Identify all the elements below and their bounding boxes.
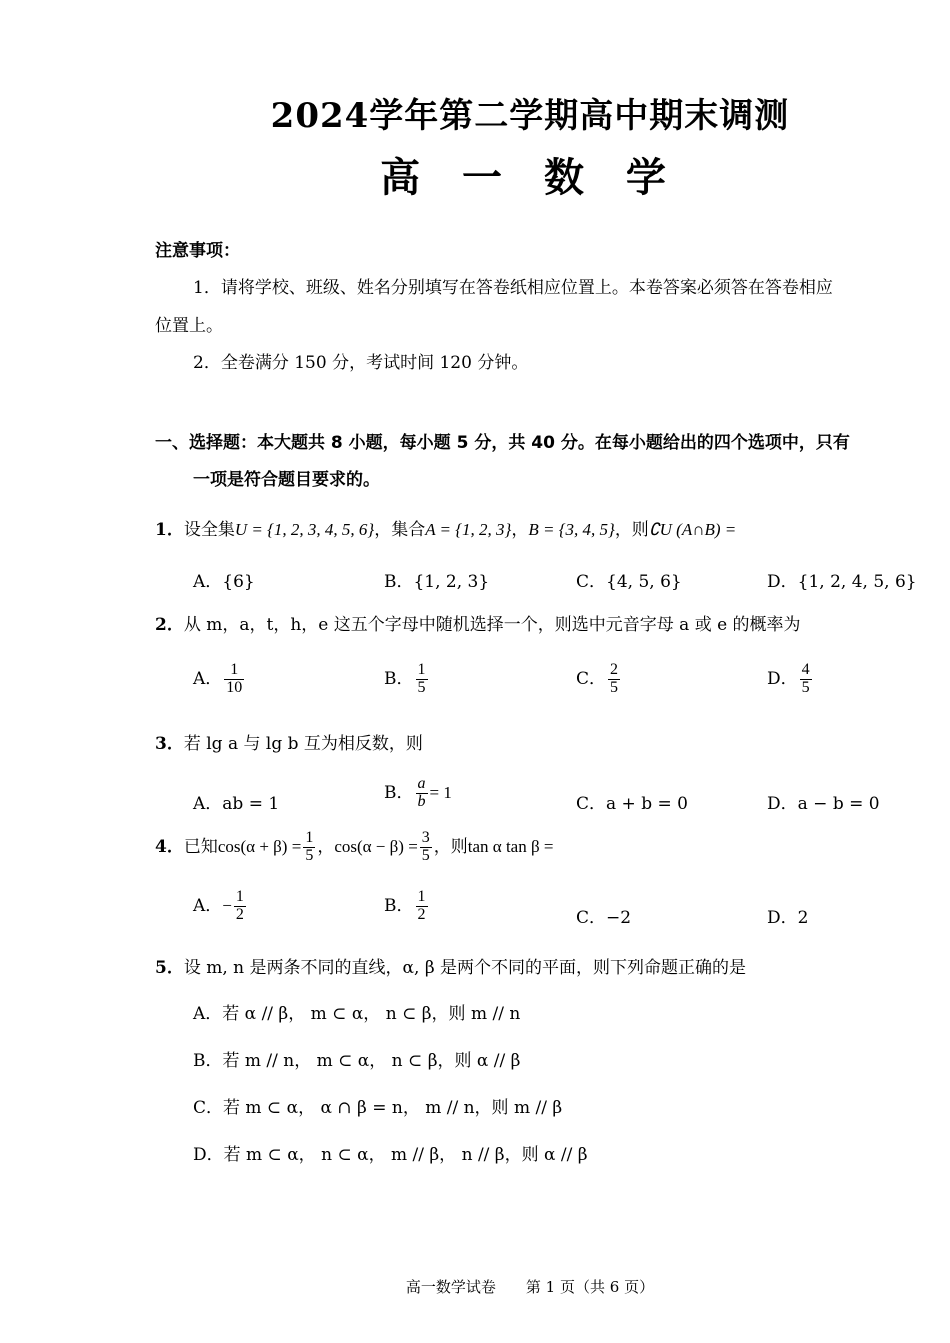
question-3-option-a: A．ab = 1 [193, 794, 280, 814]
cos-difference: cos(α − β) = [334, 836, 418, 856]
question-4-option-d: D．2 [767, 908, 809, 928]
fraction: $\frac{2}{5}$ [610, 661, 619, 696]
complement-expression: ∁U (A∩B) = [648, 520, 737, 539]
tan-product: tan α tan β = [467, 836, 554, 856]
question-2-number: 2． [155, 615, 184, 635]
question-1-option-d: D．{1, 2, 4, 5, 6} [767, 572, 917, 592]
question-4-option-a: A．− $\frac{1}{2}$ [193, 888, 244, 923]
subject-title: 高 一 数 学 [380, 154, 680, 201]
question-4-number: 4． [155, 836, 184, 857]
question-2-option-b: B． $\frac{1}{5}$ [384, 661, 426, 696]
question-5-option-a: A．若 α // β， m ⊂ α， n ⊂ β，则 m // n [193, 1004, 521, 1024]
page-footer: 高一数学试卷 第 1 页（共 6 页） [405, 1278, 655, 1296]
fraction: $\frac{1}{5}$ [417, 661, 426, 696]
exam-title: 2024学年第二学期高中期末调测 [270, 96, 790, 136]
question-3-option-b: B． $\frac{a}{b}$ = 1 [384, 775, 452, 810]
fraction: $\frac{1}{5}$ [305, 829, 314, 864]
question-4-option-b: B． $\frac{1}{2}$ [384, 888, 426, 923]
question-1-stem: 1．设全集U = {1, 2, 3, 4, 5, 6}，集合A = {1, 2, 3}，B = {3, 4, 5}，则∁U (A∩B) = [155, 520, 737, 540]
fraction: $\frac{a}{b}$ [417, 775, 426, 810]
question-5-option-c: C．若 m ⊂ α， α ∩ β = n， m // n，则 m // β [193, 1098, 563, 1118]
question-1-option-a: A．{6} [193, 572, 255, 592]
question-5-option-d: D．若 m ⊂ α， n ⊂ α， m // β， n // β，则 α // β [193, 1145, 588, 1165]
question-4-option-c: C．−2 [576, 908, 632, 928]
question-3-option-d: D．a − b = 0 [767, 794, 880, 814]
notice-item-2: 2．全卷满分 150 分，考试时间 120 分钟。 [193, 353, 529, 373]
question-3-option-c: C．a + b = 0 [576, 794, 688, 814]
fraction: $\frac{1}{10}$ [226, 661, 243, 696]
set-a: A = {1, 2, 3} [425, 520, 512, 539]
question-2-option-c: C． $\frac{2}{5}$ [576, 661, 619, 696]
section-1-heading-line-1: 一、选择题：本大题共 8 小题，每小题 5 分，共 40 分。在每小题给出的四个选项中，只有 [155, 433, 850, 453]
set-u: U = {1, 2, 3, 4, 5, 6} [234, 520, 375, 539]
set-b: B = {3, 4, 5} [528, 520, 615, 539]
question-5-number: 5． [155, 958, 184, 978]
question-2-option-d: D． $\frac{4}{5}$ [767, 661, 810, 696]
question-5-option-b: B．若 m // n， m ⊂ α， n ⊂ β，则 α // β [193, 1051, 521, 1071]
question-5-stem: 5．设 m, n 是两条不同的直线，α, β 是两个不同的平面，则下列命题正确的是 [155, 958, 747, 978]
fraction: $\frac{3}{5}$ [421, 829, 430, 864]
question-2-stem: 2．从 m，a，t，h，e 这五个字母中随机选择一个，则选中元音字母 a 或 e 的概率为 [155, 615, 801, 635]
cos-sum: cos(α + β) = [217, 836, 302, 856]
fraction: $\frac{4}{5}$ [801, 661, 810, 696]
question-1-number: 1． [155, 520, 184, 540]
notice-item-1-line-2: 位置上。 [155, 316, 223, 336]
question-2-option-a: A． $\frac{1}{10}$ [193, 661, 243, 696]
question-4-stem: 4．已知cos(α + β) = $\frac{1}{5}$ ，cos(α − β) = $\frac{3}{5}$ ，则tan α tan β = [155, 829, 554, 864]
notice-heading: 注意事项： [155, 241, 240, 261]
question-1-option-b: B．{1, 2, 3} [384, 572, 490, 592]
question-3-stem: 3．若 lg a 与 lg b 互为相反数，则 [155, 734, 423, 754]
question-1-option-c: C．{4, 5, 6} [576, 572, 682, 592]
question-3-number: 3． [155, 734, 184, 754]
fraction: $\frac{1}{2}$ [235, 888, 244, 923]
section-1-heading-line-2: 一项是符合题目要求的。 [193, 470, 380, 490]
fraction: $\frac{1}{2}$ [417, 888, 426, 923]
notice-item-1-line-1: 1．请将学校、班级、姓名分别填写在答卷纸相应位置上。本卷答案必须答在答卷相应 [193, 278, 833, 298]
